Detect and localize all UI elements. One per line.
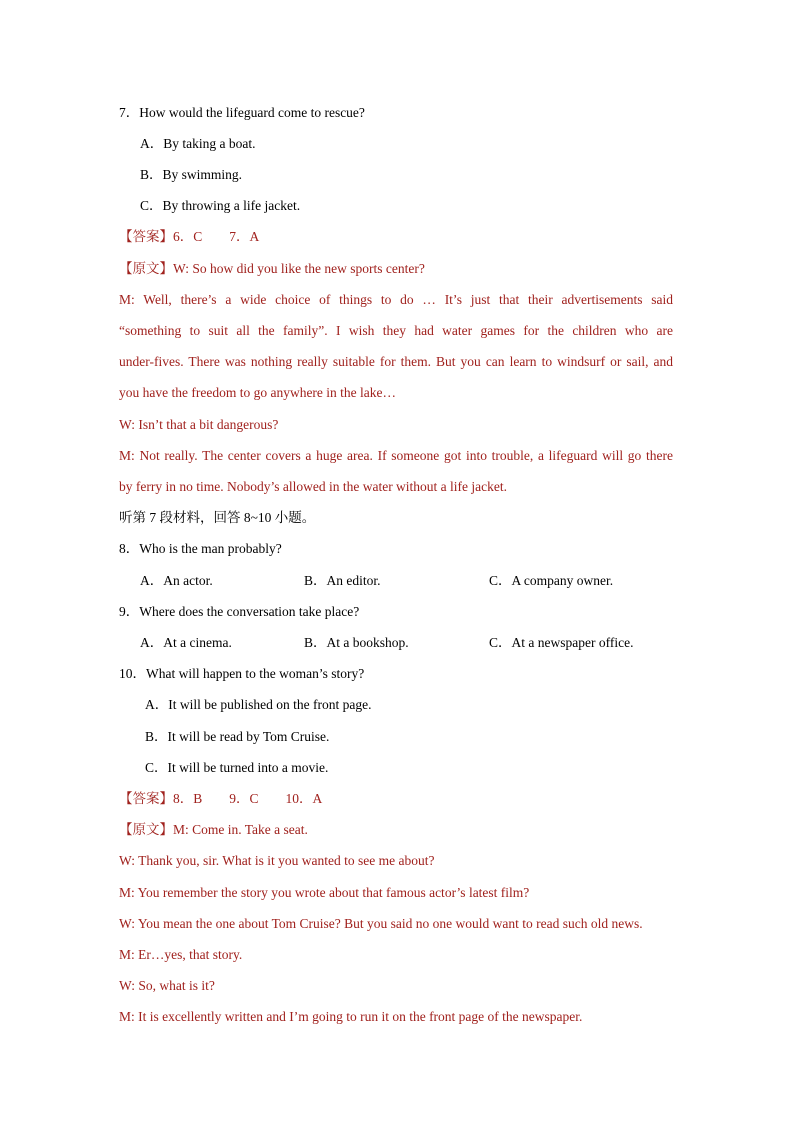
q10-option-a: A．It will be published on the front page. <box>145 697 372 712</box>
q9-option-a: A．At a cinema. <box>140 635 232 650</box>
question-9: 9．Where does the conversation take place? <box>119 604 360 619</box>
transcript2-line: M: You remember the story you wrote about that famous actor’s latest film? <box>119 885 530 900</box>
question-8: 8．Who is the man probably? <box>119 541 282 556</box>
q9-option-c: C．At a newspaper office. <box>489 635 634 650</box>
q8-option-a: A．An actor. <box>140 573 213 588</box>
transcript1-line: you have the freedom to go anywhere in the lake… <box>119 385 397 400</box>
transcript1-line: W: Isn’t that a bit dangerous? <box>119 417 279 432</box>
question-7: 7．How would the lifeguard come to rescue? <box>119 105 365 120</box>
transcript1-line: by ferry in no time. Nobody’s allowed in the water without a life jacket. <box>119 479 508 494</box>
q7-option-c: C．By throwing a life jacket. <box>140 198 301 213</box>
section-heading: 听第 7 段材料，回答 8~10 小题。 <box>119 510 316 525</box>
transcript2-line: M: Er…yes, that story. <box>119 947 243 962</box>
q9-option-b: B．At a bookshop. <box>304 635 409 650</box>
q10-option-c: C．It will be turned into a movie. <box>145 760 329 775</box>
transcript2-line: W: So, what is it? <box>119 978 215 993</box>
q7-option-b: B．By swimming. <box>140 167 243 182</box>
answer-6-7: 【答案】6．C 7．A <box>119 229 260 244</box>
transcript1-line: under-fives. There was nothing really suitable for them. But you can learn to windsurf or sail, and <box>119 354 673 369</box>
transcript2-line: W: Thank you, sir. What is it you wanted to see me about? <box>119 853 435 868</box>
q8-option-c: C．A company owner. <box>489 573 614 588</box>
transcript1-line: M: Well, there’s a wide choice of things to do … It’s just that their advertisements said <box>119 292 673 307</box>
transcript2-line: W: You mean the one about Tom Cruise? But you said no one would want to read such old news. <box>119 916 643 931</box>
transcript2-line: M: It is excellently written and I’m going to run it on the front page of the newspaper. <box>119 1009 583 1024</box>
transcript2-line: 【原文】M: Come in. Take a seat. <box>119 822 308 837</box>
question-10: 10．What will happen to the woman’s story? <box>119 666 365 681</box>
answer-8-10: 【答案】8．B 9．C 10．A <box>119 791 323 806</box>
transcript1-line: “something to suit all the family”. I wish they had water games for the children who are <box>119 323 673 338</box>
transcript1-line: 【原文】W: So how did you like the new sports center? <box>119 261 425 276</box>
transcript1-line: M: Not really. The center covers a huge area. If someone got into trouble, a lifeguard will go there <box>119 448 673 463</box>
q7-option-a: A．By taking a boat. <box>140 136 256 151</box>
q10-option-b: B．It will be read by Tom Cruise. <box>145 729 330 744</box>
q8-option-b: B．An editor. <box>304 573 381 588</box>
